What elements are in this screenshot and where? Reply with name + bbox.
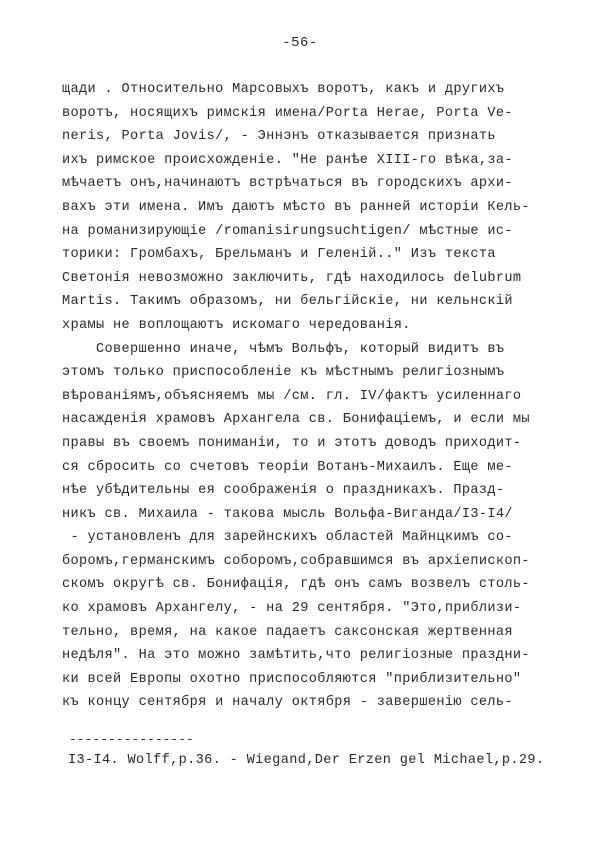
text-line: никъ св. Михаила - такова мысль Вольфа-Виганда/I3-I4/ <box>62 506 513 522</box>
text-line: храмы не воплощаютъ искомаго чередованія. <box>62 317 411 333</box>
text-line: этомъ только приспособленіе къ мѣстнымъ религіознымъ <box>62 365 505 381</box>
text-line: тельно, время, на какое падаетъ саксонская жертвенная <box>62 624 513 640</box>
footnote: I3-I4. Wolff,p.36. - Wiegand,Der Erzen gel Michael,p.29. <box>68 753 545 768</box>
text-line: мѣчаетъ онъ,начинаютъ встрѣчаться въ городскихъ архи- <box>62 176 513 192</box>
text-line: - установленъ для зарейнскихъ областей Майнцкимъ со- <box>62 530 513 546</box>
paragraph-start-line: Совершенно иначе, чѣмъ Вольфъ, который видитъ въ <box>96 341 505 357</box>
text-line: насажденія храмовъ Архангела св. Бонифаціемъ, и если мы <box>62 412 530 428</box>
text-line: недѣля". На это можно замѣтить,что религіозные праздни- <box>62 648 530 664</box>
text-line: боромъ,германскимъ соборомъ,собравшимся въ архіепископ- <box>62 553 530 569</box>
text-line: ихъ римское происхожденіе. "Не ранѣе XIII-го вѣка,за- <box>62 152 513 168</box>
page-number: -56- <box>282 35 318 51</box>
text-line: щади . Относительно Марсовыхъ воротъ, какъ и другихъ <box>62 82 505 97</box>
text-line: на романизирующіе /romanisirungsuchtigen/ мѣстные ис- <box>62 223 513 239</box>
text-line: вахъ эти имена. Имъ даютъ мѣсто въ ранней исторіи Кель- <box>62 199 530 215</box>
body-text <box>62 78 582 715</box>
text-line: ки всей Европы охотно приспособляются "приблизительно" <box>62 671 522 687</box>
text-line: Martis. Такимъ образомъ, ни бельгійскіе, ни кельнскій <box>62 294 513 310</box>
footnote-separator: ---------------- <box>69 732 194 747</box>
text-line: скомъ округѣ св. Бонифація, гдѣ онъ самъ возвелъ столь- <box>62 577 530 593</box>
text-line: neris, Porta Jovis/, - Эннэнъ отказывается признать <box>62 129 496 145</box>
text-line: ко храмовъ Архангелу, - на 29 сентября. "Это,приблизи- <box>62 601 522 617</box>
text-line: нѣе убѣдительны ея соображенія о праздникахъ. Празд- <box>62 483 505 499</box>
text-line: къ концу сентября и началу октября - завершенію сель- <box>62 695 513 711</box>
text-line: ся сбросить со счетовъ теоріи Вотанъ-Михаилъ. Еще ме- <box>62 459 513 475</box>
text-line: вѣрованіямъ,объясняемъ мы /см. гл. IV/фактъ усиленнаго <box>62 388 522 404</box>
text-line: Светонія невозможно заключить, гдѣ находилось delubrum <box>62 270 522 286</box>
text-line: воротъ, носящихъ римскія имена/Porta Herae, Porta Ve- <box>62 105 513 121</box>
text-line: торики: Громбахъ, Брельманъ и Геленій.." Изъ текста <box>62 247 496 263</box>
text-line: правы въ своемъ пониманіи, то и этотъ доводъ приходит- <box>62 435 522 451</box>
